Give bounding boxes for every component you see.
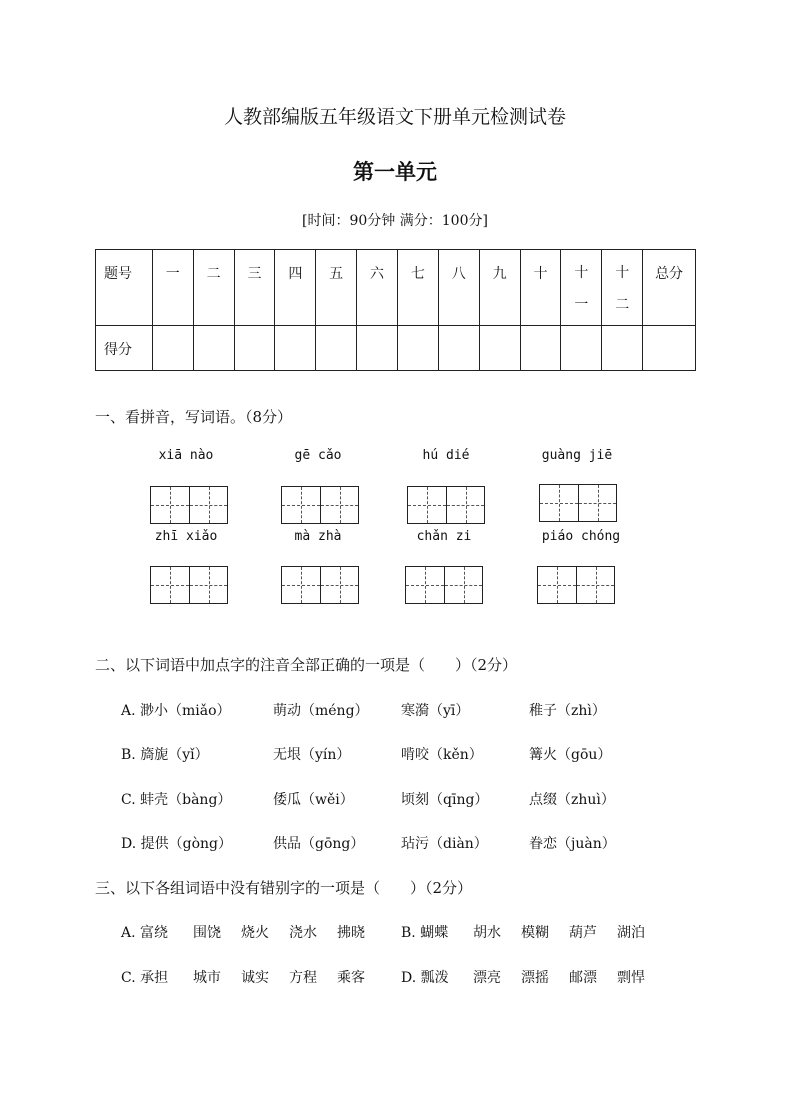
writing-grid[interactable] — [407, 486, 485, 524]
q3-word: 葫芦 — [569, 925, 597, 941]
score-cell-total[interactable] — [643, 326, 696, 371]
q2-heading: 二、以下词语中加点字的注音全部正确的一项是（ ）（2分） — [95, 656, 518, 674]
pinyin-1: xiā nào — [158, 448, 214, 463]
score-cell[interactable] — [316, 326, 357, 371]
q3-option-d[interactable]: D. 瓢泼 — [401, 970, 449, 986]
q3-word: 湖泊 — [617, 925, 645, 941]
q3-word: 烧火 — [241, 925, 269, 941]
col-11: 十 一 — [561, 250, 602, 326]
q3-word: 模糊 — [521, 925, 549, 941]
score-cell[interactable] — [357, 326, 398, 371]
col-3: 三 — [234, 250, 275, 326]
col-2: 二 — [193, 250, 234, 326]
q3-word: 城市 — [193, 970, 221, 986]
q3-word: 围饶 — [193, 925, 221, 941]
q2-word: 玷污（diàn） — [401, 836, 488, 852]
score-cell[interactable] — [520, 326, 561, 371]
pinyin-2: gē cǎo — [294, 448, 342, 463]
writing-grid[interactable] — [537, 566, 615, 604]
q2-option-b[interactable]: B. 旖旎（yǐ） — [121, 747, 209, 763]
score-cell[interactable] — [438, 326, 479, 371]
q3-word: 方程 — [289, 970, 317, 986]
writing-grid[interactable] — [539, 484, 617, 522]
writing-grid[interactable] — [281, 566, 359, 604]
col-6: 六 — [357, 250, 398, 326]
q3-heading: 三、以下各组词语中没有错别字的一项是（ ）（2分） — [95, 879, 473, 897]
q2-word: 寒漪（yī） — [401, 703, 470, 719]
pinyin-7: chǎn zi — [416, 529, 472, 544]
pinyin-6: mà zhà — [294, 529, 342, 544]
score-cell[interactable] — [602, 326, 643, 371]
writing-grid[interactable] — [150, 486, 228, 524]
exam-meta: [时间：90分钟 满分：100分] — [302, 213, 488, 229]
q1-heading: 一、看拼音，写词语。（8分） — [95, 408, 293, 426]
q3-option-a[interactable]: A. 富绕 — [121, 925, 169, 941]
q3-word: 拂晓 — [337, 925, 365, 941]
pinyin-8: piáo chóng — [541, 529, 621, 544]
col-4: 四 — [275, 250, 316, 326]
col-8: 八 — [438, 250, 479, 326]
q3-word: 剽悍 — [617, 970, 645, 986]
writing-grid[interactable] — [150, 566, 228, 604]
row-label-question: 题号 — [96, 250, 153, 326]
q3-word: 诚实 — [241, 970, 269, 986]
q2-word: 啃咬（kěn） — [401, 747, 483, 763]
q3-word: 漂摇 — [521, 970, 549, 986]
q2-word: 稚子（zhì） — [529, 703, 606, 719]
q3-word: 邮漂 — [569, 970, 597, 986]
q2-word: 倭瓜（wěi） — [273, 792, 354, 808]
col-total: 总分 — [643, 250, 696, 326]
row-label-score: 得分 — [96, 326, 153, 371]
score-table — [95, 249, 696, 371]
score-cell[interactable] — [397, 326, 438, 371]
pinyin-4: guàng jiē — [541, 448, 613, 463]
col-7: 七 — [397, 250, 438, 326]
q2-option-d[interactable]: D. 提供（gòng） — [121, 836, 232, 852]
q2-word: 篝火（gōu） — [529, 747, 612, 763]
pinyin-5: zhī xiǎo — [154, 529, 218, 544]
col-12: 十 二 — [602, 250, 643, 326]
q2-word: 无垠（yín） — [273, 747, 351, 763]
q3-word: 浇水 — [289, 925, 317, 941]
q3-word: 胡水 — [473, 925, 501, 941]
score-cell[interactable] — [193, 326, 234, 371]
q2-word: 供品（gōng） — [273, 836, 365, 852]
writing-grid[interactable] — [281, 486, 359, 524]
writing-grid[interactable] — [405, 566, 483, 604]
q2-option-c[interactable]: C. 蚌壳（bàng） — [121, 792, 232, 808]
score-cell[interactable] — [275, 326, 316, 371]
score-cell[interactable] — [234, 326, 275, 371]
score-cell[interactable] — [152, 326, 193, 371]
col-10: 十 — [520, 250, 561, 326]
q3-word: 漂亮 — [473, 970, 501, 986]
col-9: 九 — [479, 250, 520, 326]
col-5: 五 — [316, 250, 357, 326]
score-table-score-row — [96, 326, 696, 371]
score-cell[interactable] — [479, 326, 520, 371]
q3-option-c[interactable]: C. 承担 — [121, 970, 169, 986]
col-1: 一 — [152, 250, 193, 326]
q2-word: 点缀（zhuì） — [529, 792, 615, 808]
q2-word: 顷刻（qīng） — [401, 792, 489, 808]
q2-word: 眷恋（juàn） — [529, 836, 616, 852]
score-table-header-row — [96, 250, 696, 326]
q2-word: 萌动（méng） — [273, 703, 369, 719]
pinyin-3: hú dié — [422, 448, 470, 463]
exam-title: 人教部编版五年级语文下册单元检测试卷 — [223, 106, 566, 128]
q2-option-a[interactable]: A. 渺小（miǎo） — [121, 703, 231, 719]
unit-title: 第一单元 — [353, 159, 437, 184]
score-cell[interactable] — [561, 326, 602, 371]
q3-option-b[interactable]: B. 蝴蝶 — [401, 925, 449, 941]
q3-word: 乘客 — [337, 970, 365, 986]
